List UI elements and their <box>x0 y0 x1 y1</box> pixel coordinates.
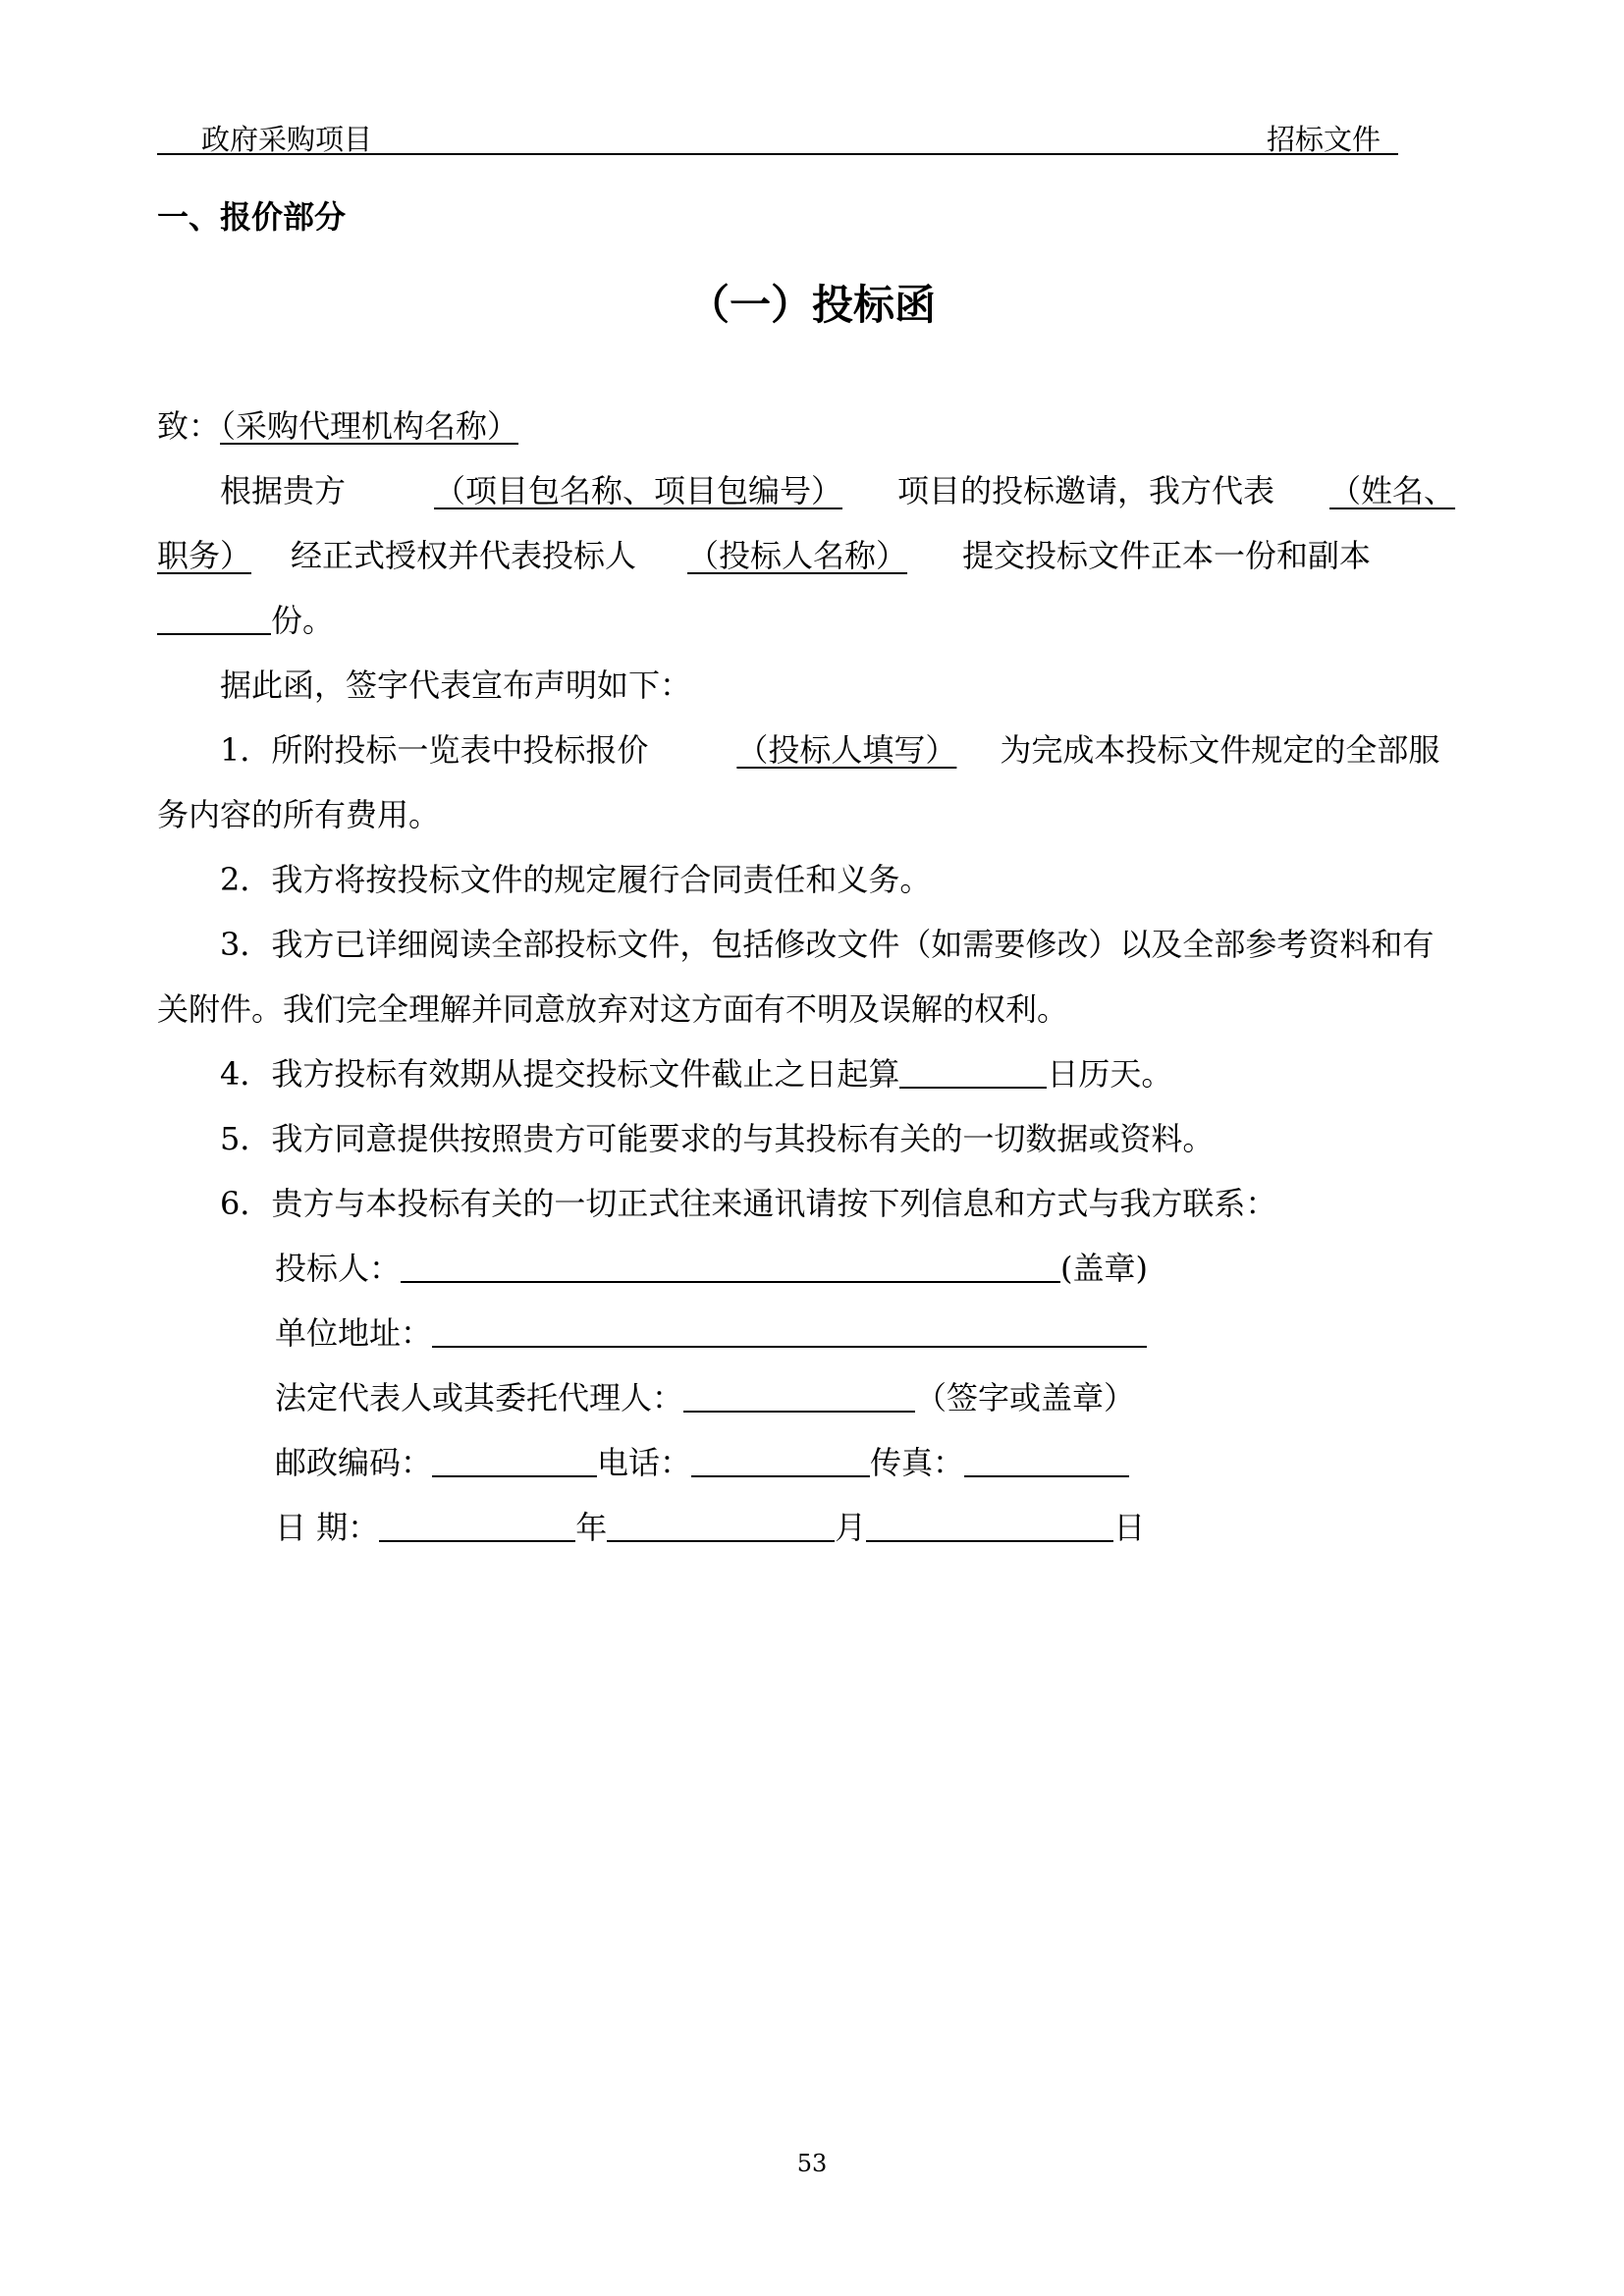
section-title: 一、报价部分 <box>157 198 347 236</box>
project-field-text: （项目包名称、项目包编号） <box>434 472 843 509</box>
para1-text-5: 份。 <box>271 602 335 639</box>
form-address-row <box>275 1311 1147 1355</box>
date-label: 日 期： <box>275 1509 380 1546</box>
postcode-blank <box>432 1446 597 1477</box>
address-blank <box>432 1316 1147 1348</box>
item5-line: 5．我方同意提供按照贵方可能要求的与其投标有关的一切数据或资料。 <box>220 1120 1215 1157</box>
rep-field-a-text: （姓名、 <box>1329 472 1456 509</box>
item1-line2: 务内容的所有费用。 <box>157 796 441 833</box>
fax-blank <box>964 1446 1129 1477</box>
item4-text-a: 4．我方投标有效期从提交投标文件截止之日起算 <box>220 1055 900 1093</box>
year-label: 年 <box>575 1509 608 1546</box>
item2-line: 2．我方将按投标文件的规定履行合同责任和义务。 <box>220 861 932 898</box>
header-right: 招标文件 <box>1266 123 1380 156</box>
to-line <box>157 404 518 448</box>
declare-line: 据此函，签字代表宣布声明如下： <box>220 667 692 704</box>
day-label: 日 <box>1113 1509 1146 1546</box>
form-bidder-row <box>275 1247 1148 1290</box>
to-label: 致： <box>157 407 221 445</box>
item4-line <box>220 1052 1172 1095</box>
phone-label: 电话： <box>597 1444 692 1481</box>
item3-line2: 关附件。我们完全理解并同意放弃对这方面有不明及误解的权利。 <box>157 990 1069 1028</box>
bidder-name-field-text: （投标人名称） <box>687 537 908 574</box>
validity-days-blank <box>899 1057 1047 1089</box>
copies-blank <box>157 604 271 635</box>
month-label: 月 <box>835 1509 867 1546</box>
project-field <box>346 472 897 509</box>
day-blank <box>866 1511 1113 1542</box>
item1-text-a: 1．所附投标一览表中投标报价 <box>220 731 649 769</box>
form-contact-row <box>275 1441 1129 1484</box>
phone-blank <box>691 1446 870 1477</box>
item4-text-b: 日历天。 <box>1047 1055 1173 1093</box>
para1-text-1: 根据贵方 <box>220 472 347 509</box>
postcode-label: 邮政编码： <box>275 1444 433 1481</box>
rep-field-b-text: 职务） <box>157 537 252 574</box>
para1-text-3: 经正式授权并代表投标人 <box>291 537 637 574</box>
to-agency-field: （采购代理机构名称） <box>220 407 519 445</box>
bid-price-field-text: （投标人填写） <box>736 731 957 769</box>
legal-rep-blank <box>683 1381 915 1413</box>
form-date-row <box>275 1506 1145 1549</box>
sign-label: （签字或盖章） <box>915 1379 1136 1416</box>
year-blank <box>379 1511 575 1542</box>
doc-title: （一）投标函 <box>687 281 936 329</box>
bidder-label: 投标人： <box>275 1250 402 1287</box>
legal-rep-label: 法定代表人或其委托代理人： <box>275 1379 684 1416</box>
fax-label: 传真： <box>870 1444 965 1481</box>
rep-field-b <box>157 537 271 574</box>
rep-field-a <box>1274 472 1455 509</box>
item1-text-b: 为完成本投标文件规定的全部服 <box>1000 731 1440 769</box>
item1-line1 <box>220 728 1439 772</box>
item3-line1: 3．我方已详细阅读全部投标文件，包括修改文件（如需要修改）以及全部参考资料和有 <box>220 926 1435 963</box>
para1-text-4: 提交投标文件正本一份和副本 <box>962 537 1372 574</box>
bidder-name-field <box>636 537 962 574</box>
month-blank <box>607 1511 835 1542</box>
para1-line1 <box>220 469 1455 512</box>
address-label: 单位地址： <box>275 1314 433 1352</box>
bid-price-field <box>648 731 1000 769</box>
page-number: 53 <box>796 2150 828 2177</box>
header-left: 政府采购项目 <box>201 123 373 156</box>
bidder-blank <box>401 1252 1060 1283</box>
page-header <box>157 114 1398 155</box>
stamp-label: (盖章) <box>1060 1250 1148 1287</box>
para1-line2 <box>157 534 1371 577</box>
item6-line: 6．贵方与本投标有关的一切正式往来通讯请按下列信息和方式与我方联系： <box>220 1185 1277 1222</box>
form-legal-rep-row <box>275 1376 1135 1419</box>
para1-line3 <box>157 599 334 642</box>
para1-text-2: 项目的投标邀请，我方代表 <box>897 472 1275 509</box>
